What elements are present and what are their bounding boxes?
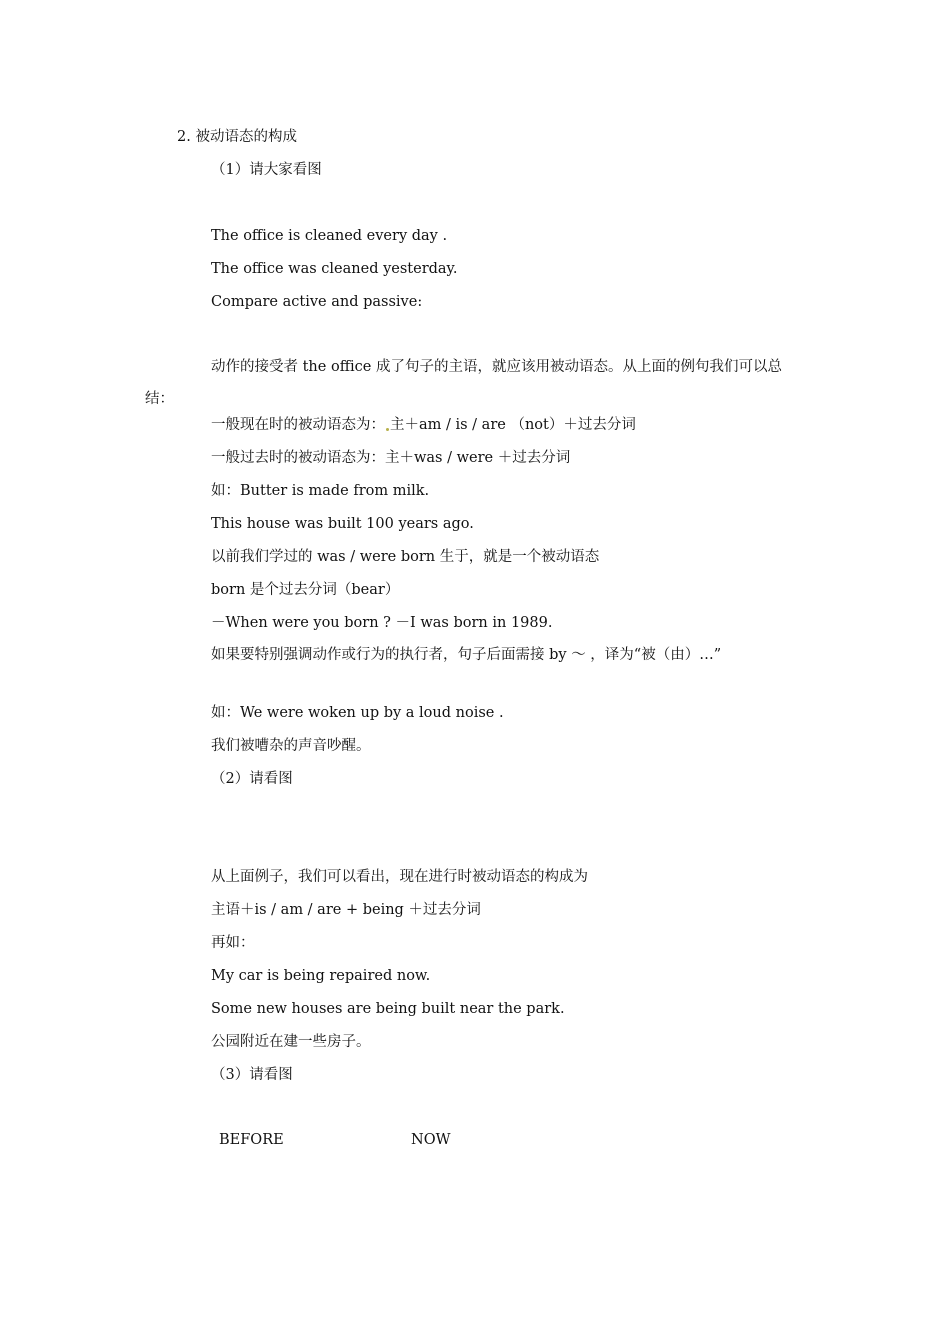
example-houses-park: Some new houses are being built near the park. [211, 1001, 565, 1017]
rule-present-label: 一般现在时的被动语态为： [211, 417, 385, 433]
example-butter: 如：Butter is made from milk. [211, 483, 430, 499]
born-note-1: 以前我们学过的 was / were born 生于，就是一个被动语态 [211, 549, 600, 565]
example-woken: 如：We were woken up by a loud noise . [211, 705, 504, 721]
compare-line: Compare active and passive: [211, 294, 423, 310]
subheading-2: （2）请看图 [211, 771, 293, 787]
example-woken-translation: 我们被嘈杂的声音吵醒。 [211, 738, 371, 754]
subheading-1: （1）请大家看图 [211, 162, 322, 178]
label-now: NOW [411, 1132, 451, 1148]
paragraph-subject: 动作的接受者 the office 成了句子的主语，就应该用被动语态。从上面的例句我们可以总结： [145, 359, 782, 407]
rule-present-formula: 主＋am / is / are （not）＋过去分词 [390, 417, 636, 433]
born-dialogue: －When were you born ? －I was born in 1989. [211, 615, 553, 631]
again-label: 再如： [211, 935, 255, 951]
subheading-3: （3）请看图 [211, 1067, 293, 1083]
progressive-formula: 主语＋is / am / are + being ＋过去分词 [211, 902, 481, 918]
example-sentence-1: The office is cleaned every day . [211, 228, 448, 244]
example-car: My car is being repaired now. [211, 968, 431, 984]
section-title: 2. 被动语态的构成 [177, 129, 297, 145]
paragraph-by-agent: 如果要特别强调动作或行为的执行者，句子后面需接 by ～ ，译为“被（由）…” [211, 647, 722, 663]
example-sentence-2: The office was cleaned yesterday. [211, 261, 458, 277]
progressive-intro: 从上面例子，我们可以看出，现在进行时被动语态的构成为 [211, 869, 588, 885]
label-before: BEFORE [219, 1132, 284, 1148]
dot-mark [386, 428, 389, 431]
example-houses-translation: 公园附近在建一些房子。 [211, 1034, 371, 1050]
example-house: This house was built 100 years ago. [211, 516, 474, 532]
rule-past-passive: 一般过去时的被动语态为：主＋was / were ＋过去分词 [211, 450, 571, 466]
born-note-2: born 是个过去分词（bear） [211, 582, 400, 598]
rule-present-passive [211, 415, 636, 435]
